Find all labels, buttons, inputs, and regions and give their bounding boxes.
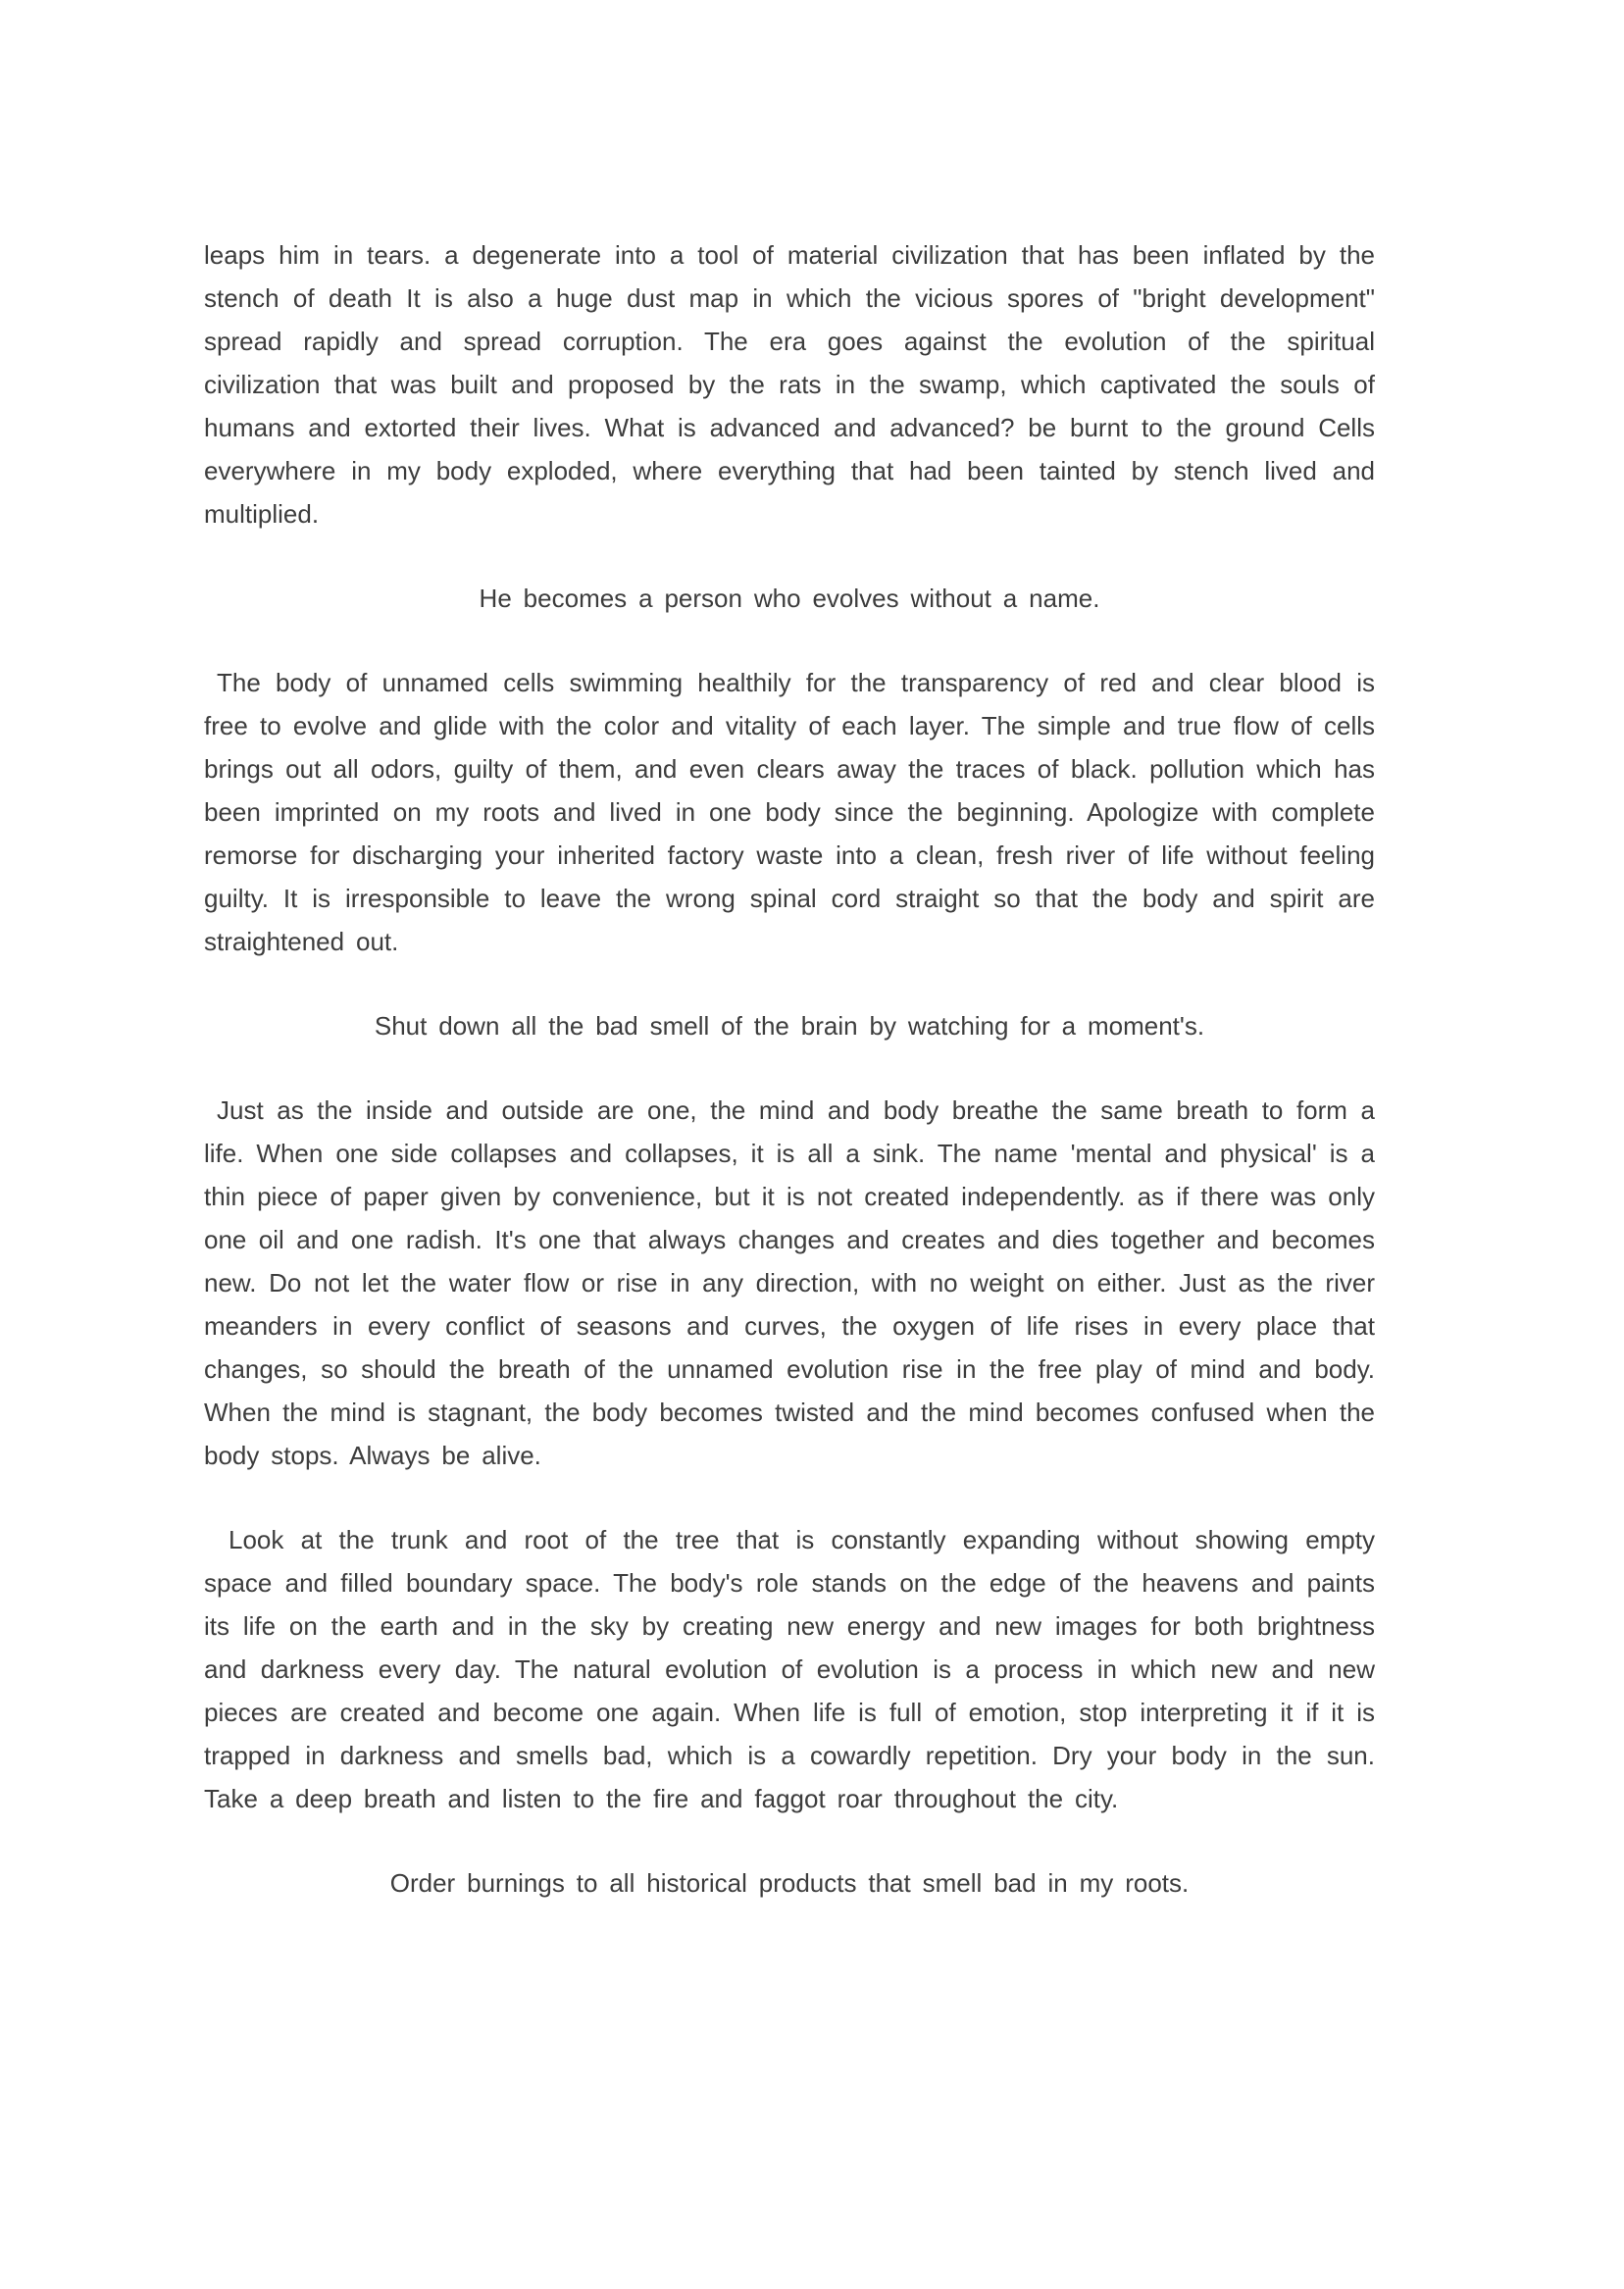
body-paragraph: leaps him in tears. a degenerate into a tool of material civilization that has been inflated by the stench of death It is also a huge dust map in which the vicious spores of "bright development" spread rapidly and spread corruption. The era goes against the evolution of the spiritual civilization that was built and proposed by the rats in the swamp, which captivated the souls of humans and extorted their lives. What is advanced and advanced? be burnt to the ground Cells everywhere in my body exploded, where everything that had been tainted by stench lived and multiplied. <box>204 240 1375 529</box>
centered-line: Order burnings to all historical products that smell bad in my roots. <box>389 1868 1190 1898</box>
centered-line: Shut down all the bad smell of the brain by watching for a moment's. <box>374 1011 1205 1041</box>
body-paragraph: The body of unnamed cells swimming healthily for the transparency of red and clear blood is free to evolve and glide with the color and vitality of each layer. The simple and true flow of cells brings out all odors, guilty of them, and even clears away the traces of black. pollution which has been imprinted on my roots and lived in one body since the beginning. Apologize with complete remorse for discharging your inherited factory waste into a clean, fresh river of life without feeling guilty. It is irresponsible to leave the wrong spinal cord straight so that the body and spirit are straightened out. <box>204 668 1375 956</box>
centered-line: He becomes a person who evolves without a name. <box>479 584 1100 613</box>
body-paragraph: Just as the inside and outside are one, the mind and body breathe the same breath to form a life. When one side collapses and collapses, it is all a sink. The name 'mental and physical' is a thin piece of paper given by convenience, but it is not created independently. as if there was only one oil and one radish. It's one that always changes and creates and dies together and becomes new. Do not let the water flow or rise in any direction, with no weight on either. Just as the river meanders in every conflict of seasons and curves, the oxygen of life rises in every place that changes, so should the breath of the unnamed evolution rise in the free play of mind and body. When the mind is stagnant, the body becomes twisted and the mind becomes confused when the body stops. Always be alive. <box>204 1095 1375 1470</box>
body-paragraph: Look at the trunk and root of the tree that is constantly expanding without showing empty space and filled boundary space. The body's role stands on the edge of the heavens and paints its life on the earth and in the sky by creating new energy and new images for both brightness and darkness every day. The natural evolution of evolution is a process in which new and new pieces are created and become one again. When life is full of emotion, stop interpreting it if it is trapped in darkness and smells bad, which is a cowardly repetition. Dry your body in the sun. Take a deep breath and listen to the fire and faggot roar throughout the city. <box>204 1525 1375 1813</box>
